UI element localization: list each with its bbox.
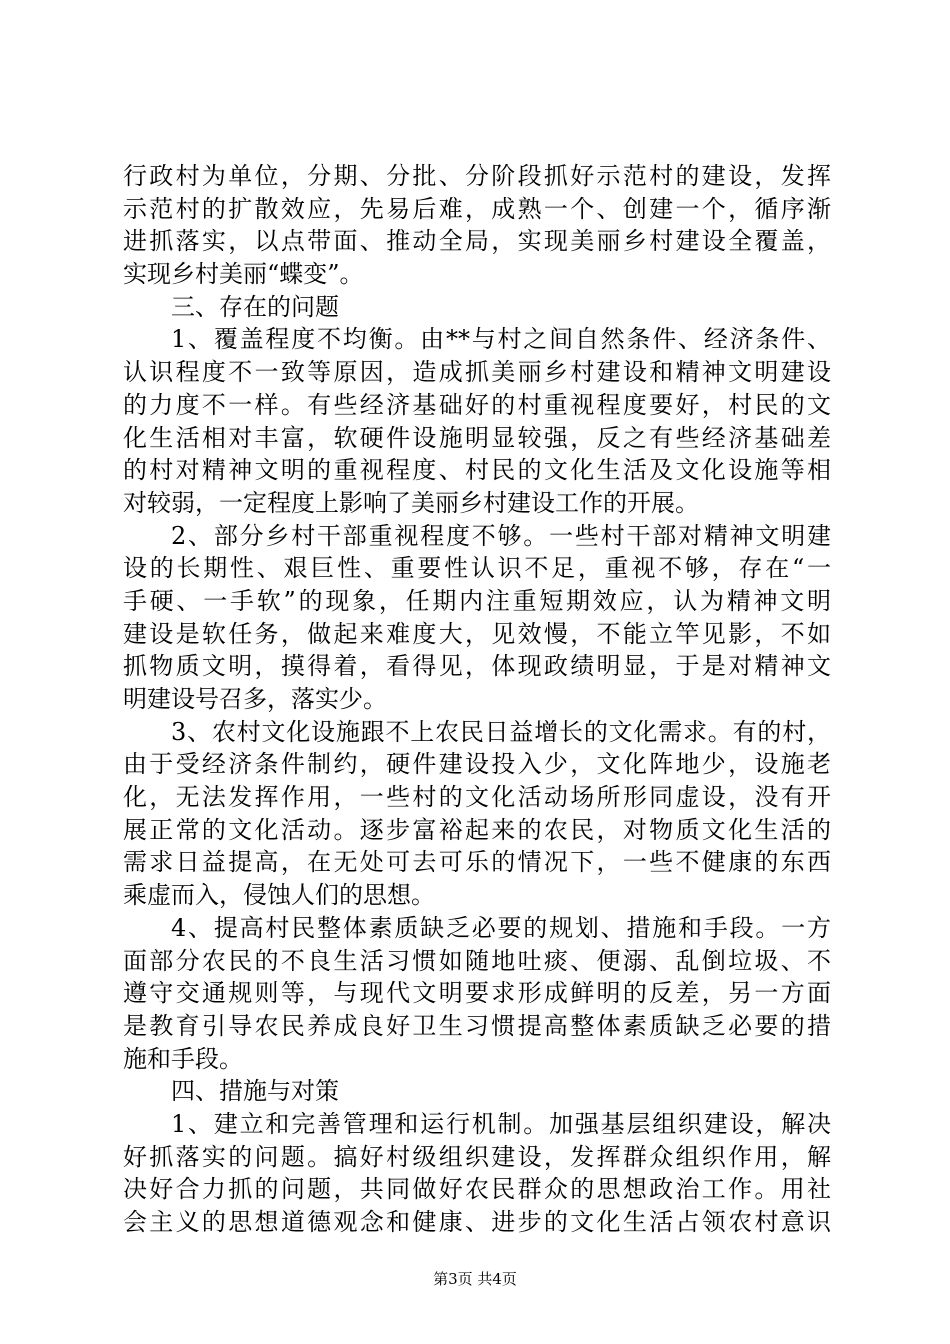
paragraph-first-line: 2、部分乡村干部重视程度不够。一些村干部对精神文明建 xyxy=(171,521,831,550)
paragraph-first-line: 1、建立和完善管理和运行机制。加强基层组织建设，解决 xyxy=(171,1109,831,1138)
text-line: 乘虚而入，侵蚀人们的思想。 xyxy=(123,881,435,910)
text-line: 对较弱，一定程度上影响了美丽乡村建设工作的开展。 xyxy=(123,488,699,517)
text-line: 化生活相对丰富，软硬件设施明显较强，反之有些经济基础差 xyxy=(123,423,831,452)
document-body xyxy=(123,160,831,1239)
text-line: 认识程度不一致等原因，造成抓美丽乡村建设和精神文明建设 xyxy=(123,358,831,387)
text-line: 展正常的文化活动。逐步富裕起来的农民，对物质文化生活的 xyxy=(123,815,831,844)
text-line: 进抓落实，以点带面、推动全局，实现美丽乡村建设全覆盖， xyxy=(123,227,831,256)
text-line: 遵守交通规则等，与现代文明要求形成鲜明的反差，另一方面 xyxy=(123,979,831,1008)
section-heading: 四、措施与对策 xyxy=(171,1077,339,1106)
text-line: 需求日益提高，在无处可去可乐的情况下，一些不健康的东西 xyxy=(123,848,831,877)
text-line: 行政村为单位，分期、分批、分阶段抓好示范村的建设，发挥 xyxy=(123,162,831,190)
text-line: 手硬、一手软”的现象，任期内注重短期效应，认为精神文明 xyxy=(123,586,831,615)
text-line: 示范村的扩散效应，先易后难，成熟一个、创建一个，循序渐 xyxy=(123,194,831,223)
text-line: 决好合力抓的问题，共同做好农民群众的思想政治工作。用社 xyxy=(123,1175,831,1204)
text-line: 明建设号召多，落实少。 xyxy=(123,685,387,713)
text-line: 的力度不一样。有些经济基础好的村重视程度要好，村民的文 xyxy=(123,390,831,419)
section-heading: 三、存在的问题 xyxy=(171,292,339,321)
text-line: 好抓落实的问题。搞好村级组织建设，发挥群众组织作用，解 xyxy=(123,1142,831,1171)
text-line: 实现乡村美丽“蝶变”。 xyxy=(123,260,364,289)
paragraph-first-line: 4、提高村民整体素质缺乏必要的规划、措施和手段。一方 xyxy=(171,913,831,942)
text-line: 会主义的思想道德观念和健康、进步的文化生活占领农村意识 xyxy=(123,1208,831,1236)
text-line: 设的长期性、艰巨性、重要性认识不足，重视不够，存在“一 xyxy=(123,554,831,583)
paragraph-first-line: 1、覆盖程度不均衡。由**与村之间自然条件、经济条件、 xyxy=(171,325,831,354)
text-line: 抓物质文明，摸得着，看得见，体现政绩明显，于是对精神文 xyxy=(123,652,831,681)
text-line: 化，无法发挥作用，一些村的文化活动场所形同虚设，没有开 xyxy=(123,783,831,812)
paragraph-first-line: 3、农村文化设施跟不上农民日益增长的文化需求。有的村， xyxy=(171,717,831,746)
text-line: 面部分农民的不良生活习惯如随地吐痰、便溺、乱倒垃圾、不 xyxy=(123,946,831,975)
text-line: 由于受经济条件制约，硬件建设投入少，文化阵地少，设施老 xyxy=(123,750,831,779)
text-line: 建设是软任务，做起来难度大，见效慢，不能立竿见影，不如 xyxy=(123,619,831,648)
page-number-footer: 第3页 共4页 xyxy=(433,1270,517,1288)
text-line: 是教育引导农民养成良好卫生习惯提高整体素质缺乏必要的措 xyxy=(123,1011,831,1040)
text-line: 施和手段。 xyxy=(123,1044,243,1073)
text-line: 的村对精神文明的重视程度、村民的文化生活及文化设施等相 xyxy=(123,456,831,485)
